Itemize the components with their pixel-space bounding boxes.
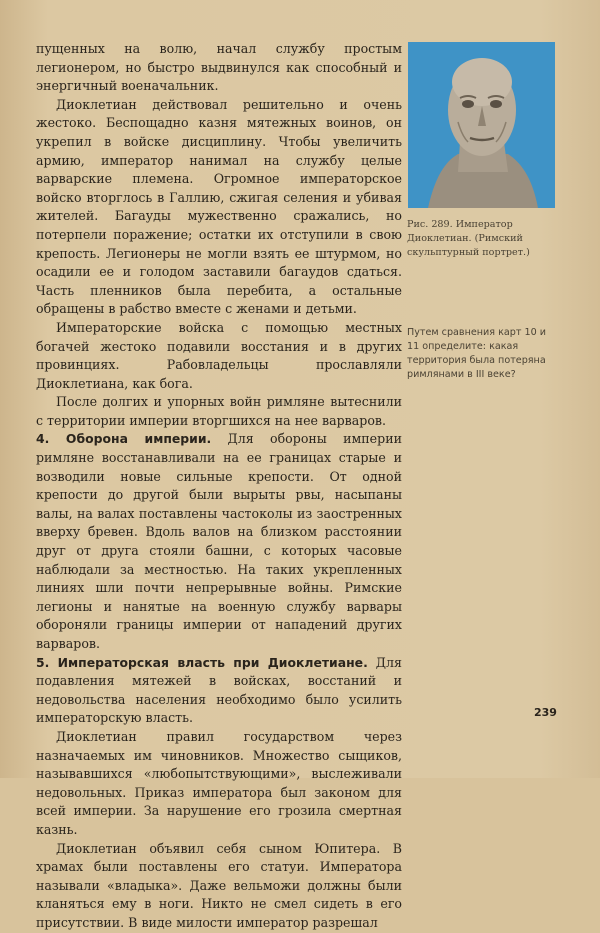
paragraph-3: После долгих и упорных войн римляне вытеснили с территории империи вторгшихся на нее варваров.	[36, 394, 402, 428]
paragraph-7: Диоклетиан объявил себя сыном Юпитера. В храмах были поставлены его статуи. Императора называли «владыка». Даже вельможи должны были кланяться ему в ноги. Никто не смел сидеть в его присутствии. В виде милости император разрешал	[36, 840, 402, 930]
section-5-paragraph: 5. Императорская власть при Диоклетиане. Для подавления мятежей в войсках, восстаний и недовольства населения необходимо было усилить императорскую власть.	[36, 654, 402, 726]
page-number: 239	[534, 706, 557, 719]
main-text-column	[36, 40, 402, 933]
emperor-portrait-image	[408, 42, 555, 208]
sculpture-portrait-icon	[408, 42, 555, 208]
section-4-heading: 4. Оборона империи.	[36, 431, 212, 447]
paragraph-6: Диоклетиан правил государством через назначаемых им чиновников. Множество сыщиков, называвшихся «любопытствующими», выслеживали недовольных. Приказ императора был законом для всей империи. За нарушение его грозила смертная казнь.	[36, 728, 402, 837]
figure-caption: Рис. 289. Император Диоклетиан. (Римский скульптурный портрет.)	[407, 219, 530, 258]
paragraph-1: Диоклетиан действовал решительно и очень жестоко. Беспощадно казня мятежных воинов, он укрепил в войске дисциплину. Чтобы увеличить армию, император нанимал на службу целые варварские племена. Огромное императорское войско вторглось в Галлию, сжигая селения и убивая жителей. Багауды мужественно сражались, но потерпели поражение; остатки их отступили в свою крепость. Легионеры не могли взять ее штурмом, но осадили ее и голодом заставили багаудов сдаться. Часть пленников была перебита, а остальные обращены в рабство вместе с женами и детьми.	[36, 96, 402, 317]
paragraph-0: пущенных на волю, начал службу простым легионером, но быстро выдвинулся как способный и энергичный военачальник.	[36, 41, 402, 94]
margin-question: Путем сравнения карт 10 и 11 определите: какая территория была потеряна римлянами в III веке?	[407, 327, 546, 380]
section-4-paragraph: 4. Оборона империи. Для обороны империи римляне восстанавливали на ее границах старые и возводили новые сильные крепости. От одной крепости до другой были вырыты рвы, насыпаны валы, на валах поставлены частоколы из заостренных вверху бревен. Вдоль валов на близком расстоянии друг от друга стояли башни, с которых часовые наблюдали за местностью. На таких укрепленных линиях шли почти непрерывные войны. Римские легионы и нанятые на военную службу варвары обороняли границы империи от нападений других варваров.	[36, 431, 402, 651]
section-5-heading: 5. Императорская власть при Диоклетиане.	[36, 654, 368, 670]
paragraph-2: Императорские войска с помощью местных богачей жестоко подавили восстания и в других провинциях. Рабовладельцы прославляли Диоклетиана, как бога.	[36, 319, 402, 391]
